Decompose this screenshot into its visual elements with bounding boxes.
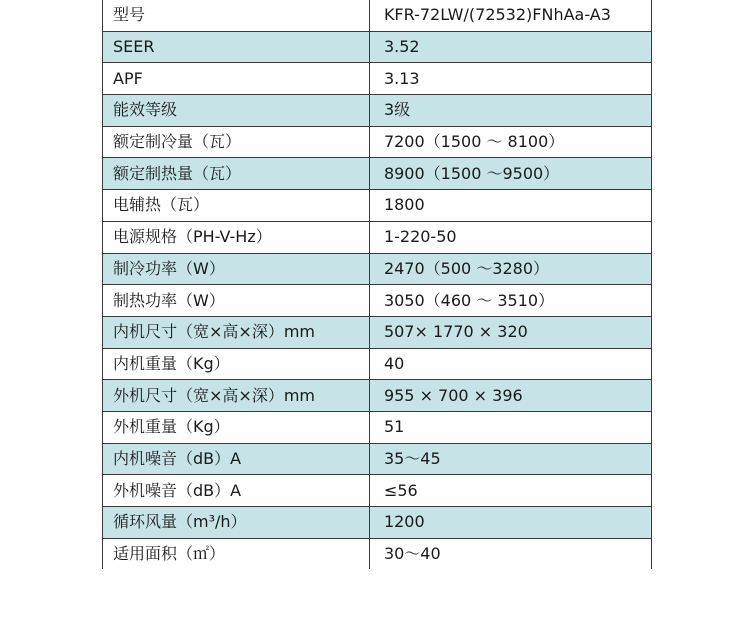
spec-row: [103, 411, 652, 443]
spec-value: 3.52: [369, 31, 651, 63]
spec-label: 电辅热（瓦）: [103, 190, 370, 222]
spec-value: 8900（1500 ～9500）: [369, 158, 651, 190]
spec-label: 外机尺寸（宽×高×深）mm: [103, 380, 370, 412]
spec-label: 适用面积（㎡）: [103, 538, 370, 569]
spec-value: 507× 1770 × 320: [369, 316, 651, 348]
spec-row: [103, 380, 652, 412]
spec-value: 35～45: [369, 443, 651, 475]
spec-label: 额定制冷量（瓦）: [103, 126, 370, 158]
spec-label: SEER: [103, 31, 370, 63]
spec-value: 3.13: [369, 63, 651, 95]
spec-value: 955 × 700 × 396: [369, 380, 651, 412]
spec-value: 1200: [369, 507, 651, 539]
spec-value: 40: [369, 348, 651, 380]
spec-value: 51: [369, 411, 651, 443]
spec-row: [103, 126, 652, 158]
spec-row: [103, 316, 652, 348]
spec-label: 额定制热量（瓦）: [103, 158, 370, 190]
spec-label: APF: [103, 63, 370, 95]
spec-label: 能效等级: [103, 95, 370, 127]
spec-value: 2470（500 ～3280）: [369, 253, 651, 285]
spec-value: KFR-72LW/(72532)FNhAa-A3: [369, 0, 651, 31]
spec-row: [103, 221, 652, 253]
spec-label: 电源规格（PH-V-Hz）: [103, 221, 370, 253]
spec-label: 内机重量（Kg）: [103, 348, 370, 380]
spec-row: [103, 538, 652, 569]
spec-row: [103, 63, 652, 95]
spec-value: 1800: [369, 190, 651, 222]
spec-row: [103, 348, 652, 380]
spec-value: 30～40: [369, 538, 651, 569]
spec-row: [103, 190, 652, 222]
spec-value: 1-220-50: [369, 221, 651, 253]
spec-table-body: [103, 0, 652, 569]
spec-label: 外机重量（Kg）: [103, 411, 370, 443]
spec-value: 3级: [369, 95, 651, 127]
spec-value: 7200（1500 ～ 8100）: [369, 126, 651, 158]
spec-row: [103, 507, 652, 539]
spec-label: 内机噪音（dB）A: [103, 443, 370, 475]
spec-label: 外机噪音（dB）A: [103, 475, 370, 507]
spec-label: 制冷功率（W）: [103, 253, 370, 285]
spec-label: 制热功率（W）: [103, 285, 370, 317]
spec-table: [102, 0, 652, 569]
spec-value: ≤56: [369, 475, 651, 507]
spec-label: 循环风量（m³/h）: [103, 507, 370, 539]
spec-row: [103, 95, 652, 127]
spec-label: 型号: [103, 0, 370, 31]
spec-value: 3050（460 ～ 3510）: [369, 285, 651, 317]
spec-row: [103, 31, 652, 63]
spec-row: [103, 475, 652, 507]
spec-row: [103, 253, 652, 285]
spec-row: [103, 0, 652, 31]
spec-row: [103, 285, 652, 317]
spec-row: [103, 443, 652, 475]
spec-row: [103, 158, 652, 190]
spec-label: 内机尺寸（宽×高×深）mm: [103, 316, 370, 348]
